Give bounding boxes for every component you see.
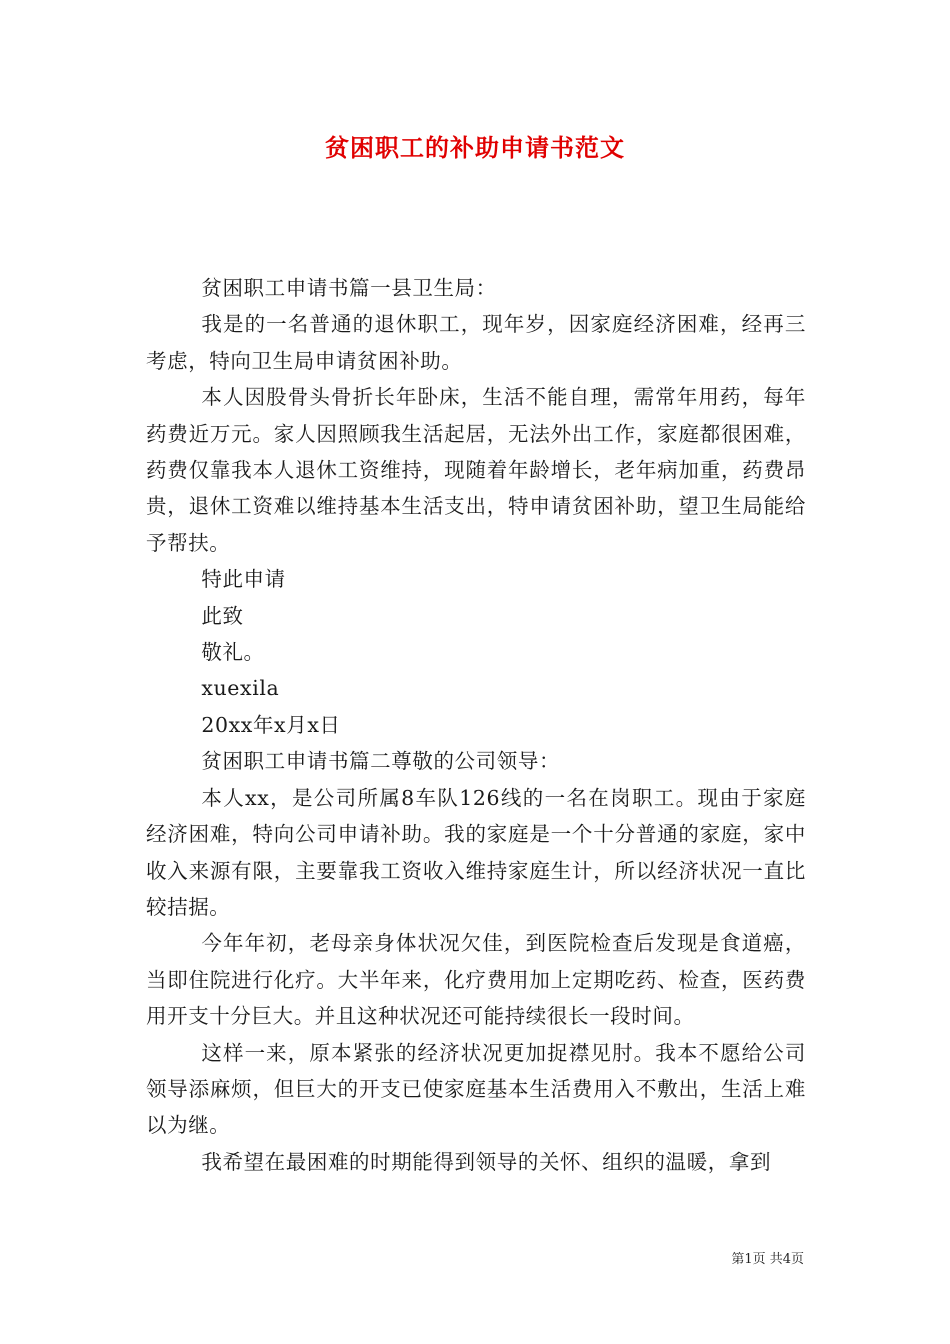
paragraph: 贫困职工申请书篇一县卫生局： bbox=[201, 276, 497, 300]
page-number: 第1页 共4页 bbox=[731, 1252, 804, 1267]
paragraph: 我是的一名普通的退休职工，现年岁，因家庭经济困难，经再三考虑，特向卫生局申请贫困补助。 bbox=[146, 312, 806, 373]
paragraph: 我希望在最困难的时期能得到领导的关怀、组织的温暖，拿到 bbox=[201, 1149, 772, 1174]
document-body bbox=[146, 270, 806, 1180]
paragraph: 此致 bbox=[201, 603, 244, 628]
paragraph: 特此申请 bbox=[201, 567, 286, 592]
paragraph: xuexila bbox=[201, 676, 280, 701]
paragraph: 今年年初，老母亲身体状况欠佳，到医院检查后发现是食道癌，当即住院进行化疗。大半年来，化疗费用加上定期吃药、检查，医药费用开支十分巨大。并且这种状况还可能持续很长一段时间。 bbox=[146, 931, 806, 1029]
paragraph: 这样一来，原本紧张的经济状况更加捉襟见肘。我本不愿给公司领导添麻烦，但巨大的开支已使家庭基本生活费用入不敷出，生活上难以为继。 bbox=[146, 1040, 806, 1138]
document-title: 贫困职工的补助申请书范文 bbox=[325, 133, 625, 162]
paragraph: 贫困职工申请书篇二尊敬的公司领导： bbox=[201, 749, 561, 774]
paragraph: 本人因股骨头骨折长年卧床，生活不能自理，需常年用药，每年药费近万元。家人因照顾我生活起居，无法外出工作，家庭都很困难，药费仅靠我本人退休工资维持，现随着年龄增长，老年病加重，药费昂贵，退休工资难以维持基本生活支出，特申请贫困补助，望卫生局能给予帮扶。 bbox=[146, 385, 806, 555]
paragraph: 本人xx，是公司所属8车队126线的一名在岗职工。现由于家庭经济困难，特向公司申请补助。我的家庭是一个十分普通的家庭，家中收入来源有限，主要靠我工资收入维持家庭生计，所以经济状况一直比较拮据。 bbox=[146, 785, 806, 919]
paragraph: 20xx年x月x日 bbox=[201, 712, 341, 737]
paragraph: 敬礼。 bbox=[201, 640, 265, 665]
